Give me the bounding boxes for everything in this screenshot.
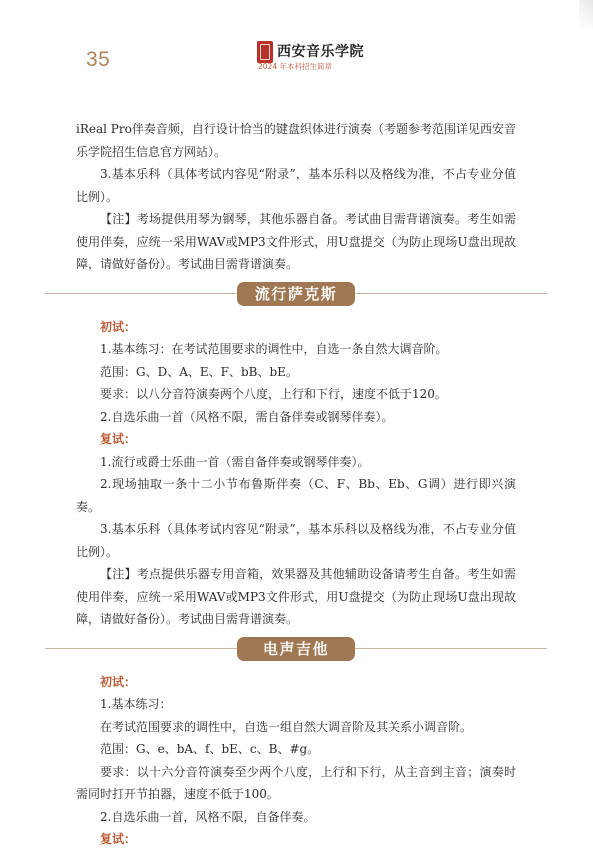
page-corner-shadow [579, 0, 593, 28]
paragraph: iReal Pro伴奏音频，自行设计恰当的键盘织体进行演奏（考题参考范围详见西安音乐学院招生信息官方网站）。 [76, 122, 516, 159]
note-paragraph: 【注】考场提供用琴为钢琴，其他乐器自备。考试曲目需背谱演奏。考生如需使用伴奏，应统一采用WAV或MP3文件形式，用U盘提交（为防止现场U盘出现故障，请做好备份）。考试曲目需背谱演奏。 [76, 212, 516, 271]
retest-label: 复试： [100, 832, 137, 846]
section-title-pop-saxophone: 流行萨克斯 [237, 282, 355, 306]
list-item: 2.自选乐曲一首，风格不限，自备伴奏。 [100, 809, 316, 824]
page-number: 35 [86, 48, 111, 71]
list-item: 范围：G、e、bA、f、bE、c、B、#g。 [100, 742, 320, 756]
page-content [76, 118, 516, 851]
list-item: 1.流行或爵士乐曲一首（需自备伴奏或钢琴伴奏）。 [100, 454, 370, 469]
list-item: 2.现场抽取一条十二小节布鲁斯伴奏（C、F、Bb、Eb、G调）进行即兴演奏。 [76, 477, 516, 514]
list-item: 在考试范围要求的调性中，自选一组自然大调音阶及其关系小调音阶。 [100, 719, 473, 734]
list-item: 要求：以八分音符演奏两个八度，上行和下行，速度不低于120。 [100, 387, 447, 401]
prelim-label: 初试： [100, 674, 137, 689]
retest-label: 复试： [100, 432, 137, 446]
list-item: 1.基本练习： [100, 697, 172, 711]
school-seal-icon [257, 41, 273, 63]
prelim-label: 初试： [100, 319, 137, 334]
list-item: 3.基本乐科（具体考试内容见“附录”，基本乐科以及格线为准，不占专业分值比例）。 [76, 522, 516, 559]
section-heading [76, 631, 516, 671]
brochure-subtitle: 2024 年本科招生简章 [258, 62, 332, 71]
paragraph: 3.基本乐科（具体考试内容见“附录”，基本乐科以及格线为准，不占专业分值比例）。 [76, 167, 516, 204]
list-item: 2.自选乐曲一首（风格不限，需自备伴奏或钢琴伴奏）。 [100, 409, 394, 424]
note-paragraph: 【注】考点提供乐器专用音箱，效果器及其他辅助设备请考生自备。考生如需使用伴奏，应统一采用WAV或MP3文件形式，用U盘提交（为防止现场U盘出现故障，请做好备份）。考试曲目需背谱演奏。 [76, 567, 516, 626]
school-logo [257, 41, 364, 71]
school-name: 西安音乐学院 [277, 44, 364, 60]
list-item: 要求：以十六分音符演奏至少两个八度，上行和下行，从主音到主音；演奏时需同时打开节拍器，速度不低于100。 [76, 764, 516, 801]
list-item: 1.基本练习：在考试范围要求的调性中，自选一条自然大调音阶。 [100, 342, 448, 356]
section-heading [76, 276, 516, 316]
list-item: 范围：G、D、A、E、F、bB、bE。 [100, 364, 298, 379]
section-title-electric-guitar: 电声吉他 [237, 637, 355, 661]
